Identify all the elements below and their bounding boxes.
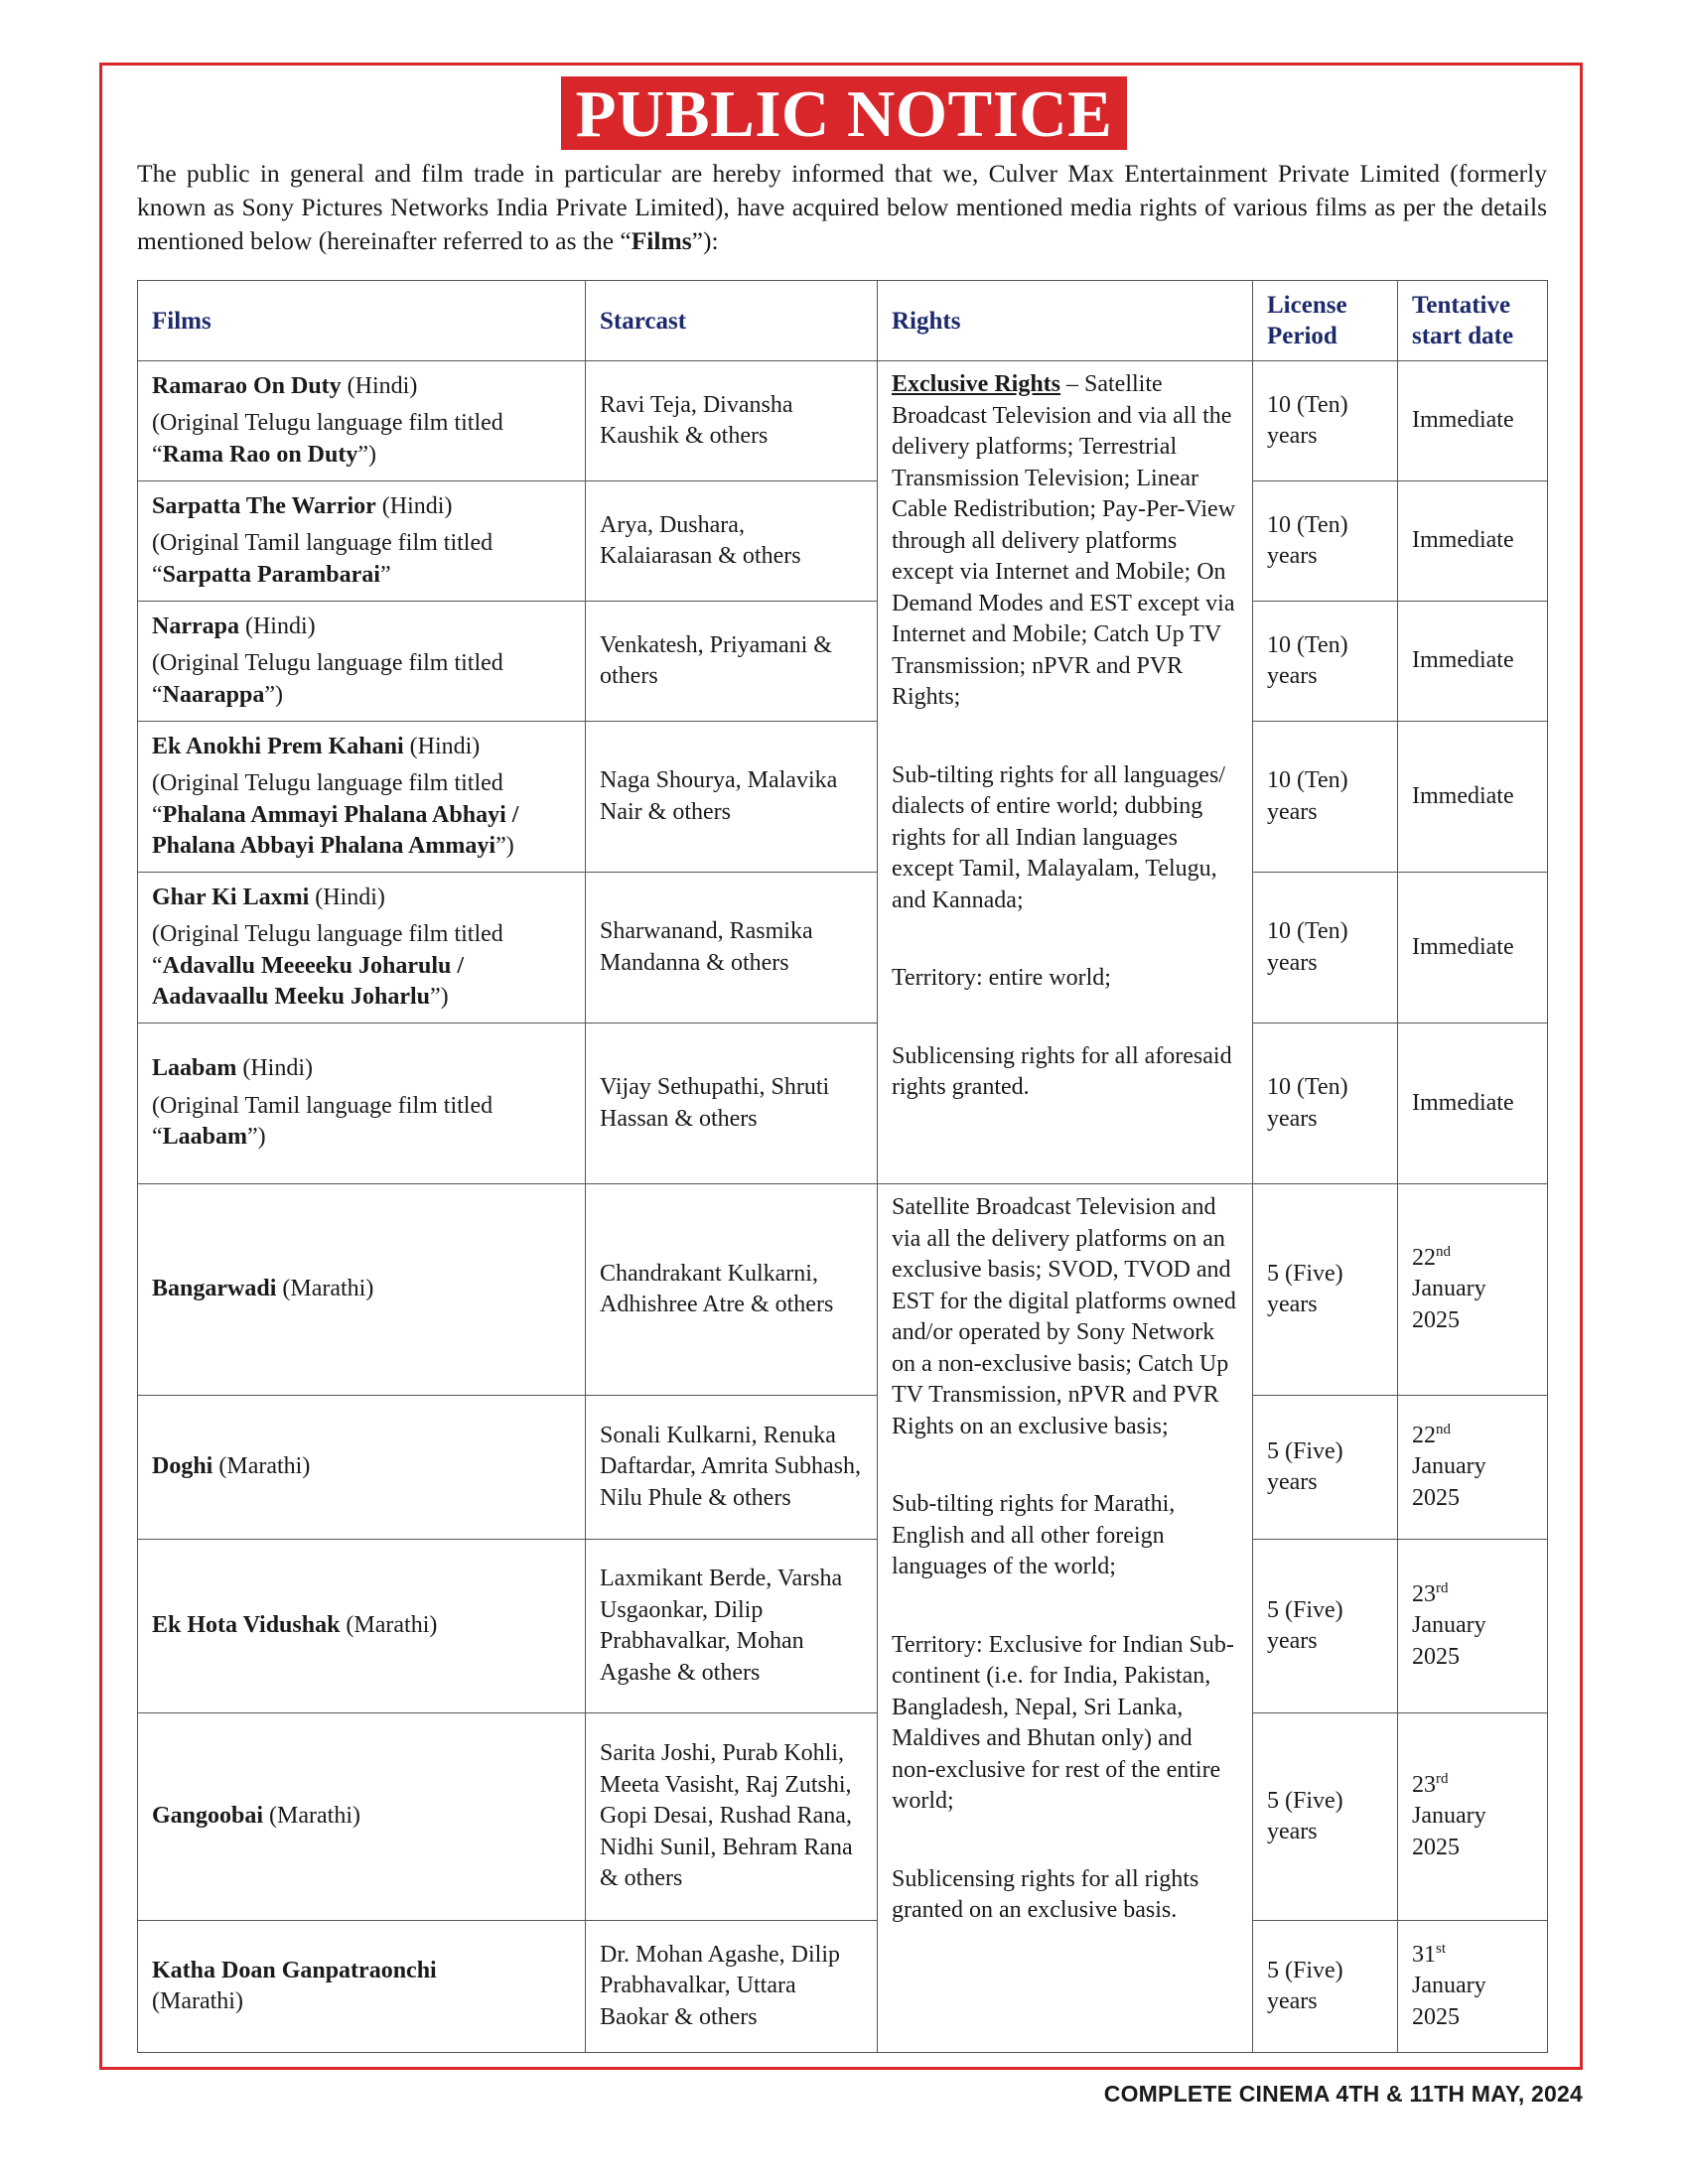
- header-start: Tentative start date: [1398, 281, 1548, 361]
- license-period-cell: 5 (Five) years: [1253, 1540, 1398, 1713]
- original-prefix: (Original Tamil language film titled “: [152, 1092, 493, 1151]
- rights-paragraph: [892, 1041, 1238, 1104]
- rights-paragraph: [892, 963, 1238, 995]
- table-row: [138, 481, 1548, 602]
- start-date-cell: Immediate: [1398, 722, 1548, 873]
- film-language: (Hindi): [375, 492, 453, 519]
- rights-paragraph: [892, 1864, 1238, 1927]
- starcast-cell: Dr. Mohan Agashe, Dilip Prabhavalkar, Uttara Baokar & others: [586, 1921, 878, 2053]
- start-month: January: [1412, 1973, 1486, 1999]
- intro-bold: Films: [631, 226, 692, 255]
- rights-paragraph: [892, 1192, 1238, 1442]
- original-title-note: [152, 1091, 571, 1154]
- original-title: Adavallu Meeeeku Joharulu / Aadavaallu Meeku Joharlu: [152, 952, 465, 1010]
- original-title: Naarappa: [162, 681, 265, 708]
- rights-lead: Exclusive Rights: [892, 371, 1061, 397]
- original-suffix: ”: [379, 561, 391, 588]
- starcast-cell: Venkatesh, Priyamani & others: [586, 602, 878, 722]
- rights-text: Sub-tilting rights for all languages/ dialects of entire world; dubbing rights for all Indian languages except Tamil, Malayalam, Telugu, and Kannada;: [892, 761, 1225, 913]
- start-day-suffix: rd: [1436, 1579, 1449, 1596]
- film-language: (Marathi): [263, 1803, 360, 1830]
- film-name: Doghi: [152, 1453, 213, 1480]
- start-day: 22: [1412, 1244, 1436, 1271]
- starcast-cell: Arya, Dushara, Kalaiarasan & others: [586, 481, 878, 602]
- original-title-note: [152, 648, 571, 711]
- table-row: [138, 722, 1548, 873]
- rights-text: Sub-tilting rights for Marathi, English and all other foreign languages of the world;: [892, 1491, 1176, 1579]
- start-day-suffix: nd: [1436, 1421, 1451, 1437]
- film-language: (Hindi): [238, 613, 316, 639]
- start-year: 2025: [1412, 1484, 1460, 1511]
- notice-title: PUBLIC NOTICE: [561, 76, 1128, 150]
- license-period-cell: 10 (Ten) years: [1253, 481, 1398, 602]
- film-line: [152, 612, 571, 643]
- film-line: [152, 1610, 571, 1642]
- film-name: Laabam: [152, 1055, 237, 1082]
- table-row: [138, 873, 1548, 1024]
- film-line: [152, 1053, 571, 1085]
- header-starcast: Starcast: [586, 281, 878, 361]
- original-suffix: ”): [264, 681, 283, 708]
- start-date-cell: Immediate: [1398, 481, 1548, 602]
- original-prefix: (Original Telugu language film titled “: [152, 650, 503, 708]
- start-date-cell: Immediate: [1398, 361, 1548, 481]
- start-day-suffix: st: [1436, 1940, 1447, 1957]
- original-suffix: ”): [430, 984, 449, 1010]
- table-row: [138, 1540, 1548, 1713]
- rights-text: Sublicensing rights for all rights granted on an exclusive basis.: [892, 1865, 1199, 1923]
- film-language: (Marathi): [276, 1276, 374, 1302]
- start-day-suffix: rd: [1436, 1770, 1449, 1787]
- film-name: Narrapa: [152, 613, 239, 639]
- film-cell: [138, 1713, 586, 1921]
- film-line: [152, 491, 571, 523]
- original-title-note: [152, 408, 571, 471]
- start-date-cell: Immediate: [1398, 602, 1548, 722]
- start-day: 22: [1412, 1422, 1436, 1448]
- license-period-cell: 5 (Five) years: [1253, 1921, 1398, 2053]
- table-row: [138, 361, 1548, 481]
- film-line: [152, 1801, 571, 1833]
- rights-text: Territory: entire world;: [892, 965, 1111, 991]
- starcast-cell: Sharwanand, Rasmika Mandanna & others: [586, 873, 878, 1024]
- original-title: Laabam: [162, 1124, 248, 1151]
- license-period-cell: 10 (Ten) years: [1253, 722, 1398, 873]
- intro-paragraph: [137, 157, 1547, 258]
- film-cell: [138, 361, 586, 481]
- start-date-cell: [1398, 1540, 1548, 1713]
- rights-text: Satellite Broadcast Television and via all the delivery platforms on an exclusive basis; SVOD, TVOD and EST for the digital platforms owned and/or operated by Sony Network on a non-exclusive basis; Catch Up TV Transmission, nPVR and PVR Rights on an exclusive basis;: [892, 1194, 1236, 1439]
- film-line: [152, 1451, 571, 1483]
- start-day-line: [1412, 1421, 1533, 1452]
- original-prefix: (Original Telugu language film titled “: [152, 410, 503, 468]
- start-year: 2025: [1412, 1306, 1460, 1333]
- original-title: Phalana Ammayi Phalana Abhayi / Phalana Abbayi Phalana Ammayi: [152, 801, 519, 859]
- original-title-note: [152, 919, 571, 1014]
- film-line: [152, 732, 571, 763]
- rights-paragraph: [892, 1489, 1238, 1583]
- film-name: Ek Hota Vidushak: [152, 1612, 341, 1639]
- start-date-cell: Immediate: [1398, 873, 1548, 1024]
- header-row: [138, 281, 1548, 361]
- license-period-cell: 10 (Ten) years: [1253, 873, 1398, 1024]
- film-line: [152, 371, 571, 403]
- original-title-note: [152, 528, 571, 591]
- film-language: (Hindi): [309, 884, 385, 910]
- film-cell: [138, 1396, 586, 1540]
- film-cell: [138, 1921, 586, 2053]
- original-suffix: ”): [357, 441, 376, 468]
- license-period-cell: 5 (Five) years: [1253, 1713, 1398, 1921]
- rights-text: Territory: Exclusive for Indian Sub-continent (i.e. for India, Pakistan, Bangladesh, Nepal, Sri Lanka, Maldives and Bhutan only) and non-exclusive for rest of the entire world;: [892, 1631, 1234, 1814]
- title-wrap: [0, 76, 1688, 150]
- table-row: [138, 1184, 1548, 1396]
- start-date-cell: Immediate: [1398, 1024, 1548, 1184]
- film-line: [152, 1274, 571, 1305]
- license-period-cell: 10 (Ten) years: [1253, 602, 1398, 722]
- start-date-cell: [1398, 1396, 1548, 1540]
- original-prefix: (Original Telugu language film titled “: [152, 921, 503, 979]
- start-month: January: [1412, 1612, 1486, 1639]
- table-row: [138, 1024, 1548, 1184]
- table-row: [138, 1396, 1548, 1540]
- film-name: Ek Anokhi Prem Kahani: [152, 733, 404, 759]
- license-period-cell: 5 (Five) years: [1253, 1184, 1398, 1396]
- original-prefix: (Original Tamil language film titled “: [152, 530, 493, 588]
- original-prefix: (Original Telugu language film titled “: [152, 770, 503, 828]
- film-cell: [138, 602, 586, 722]
- film-cell: [138, 481, 586, 602]
- original-title: Sarpatta Parambarai: [162, 561, 380, 588]
- film-cell: [138, 873, 586, 1024]
- starcast-cell: Sonali Kulkarni, Renuka Daftardar, Amrita Subhash, Nilu Phule & others: [586, 1396, 878, 1540]
- rights-text: – Satellite Broadcast Television and via all the delivery platforms; Terrestrial Transmission Television; Linear Cable Redistribution; Pay-Per-View through all delivery platforms except via Internet and Mobile; On Demand Modes and EST except via Internet and Mobile; Catch Up TV Transmission; nPVR and PVR Rights;: [892, 371, 1236, 710]
- film-cell: [138, 1024, 586, 1184]
- original-suffix: ”): [247, 1124, 266, 1151]
- original-title-note: [152, 768, 571, 863]
- header-license: License Period: [1253, 281, 1398, 361]
- start-year: 2025: [1412, 1643, 1460, 1670]
- film-line: [152, 1956, 571, 2018]
- film-line: [152, 883, 571, 914]
- starcast-cell: Naga Shourya, Malavika Nair & others: [586, 722, 878, 873]
- original-suffix: ”): [495, 833, 514, 859]
- start-day: 31: [1412, 1941, 1436, 1968]
- starcast-cell: Vijay Sethupathi, Shruti Hassan & others: [586, 1024, 878, 1184]
- start-year: 2025: [1412, 1834, 1460, 1860]
- starcast-cell: Ravi Teja, Divansha Kaushik & others: [586, 361, 878, 481]
- starcast-cell: Chandrakant Kulkarni, Adhishree Atre & others: [586, 1184, 878, 1396]
- rights-paragraph: [892, 1630, 1238, 1818]
- table-row: [138, 1921, 1548, 2053]
- film-name: Bangarwadi: [152, 1276, 277, 1302]
- license-period-cell: 10 (Ten) years: [1253, 1024, 1398, 1184]
- film-language: (Marathi): [212, 1453, 311, 1480]
- film-name: Gangoobai: [152, 1803, 264, 1830]
- film-language: (Marathi): [340, 1612, 438, 1639]
- rights-text: Sublicensing rights for all aforesaid rights granted.: [892, 1042, 1232, 1100]
- film-cell: [138, 1184, 586, 1396]
- start-date-cell: [1398, 1921, 1548, 2053]
- rights-table: [137, 280, 1548, 2053]
- start-day-line: [1412, 1770, 1533, 1802]
- film-name: Katha Doan Ganpatraonchi: [152, 1957, 437, 1983]
- film-language: (Hindi): [341, 372, 418, 399]
- header-rights: Rights: [878, 281, 1253, 361]
- start-month: January: [1412, 1803, 1486, 1830]
- original-title: Rama Rao on Duty: [162, 441, 358, 468]
- rights-cell: [878, 361, 1253, 1184]
- start-day: 23: [1412, 1580, 1436, 1607]
- starcast-cell: Laxmikant Berde, Varsha Usgaonkar, Dilip Prabhavalkar, Mohan Agashe & others: [586, 1540, 878, 1713]
- film-language: (Hindi): [403, 733, 481, 759]
- intro-text: The public in general and film trade in particular are hereby informed that we, Culver Max Entertainment Private Limited (formerly known as Sony Pictures Networks India Private Limited), have acquired below mentioned media rights of various films as per the details mentioned below (hereinafter referred to as the “: [137, 159, 1547, 255]
- start-month: January: [1412, 1276, 1486, 1302]
- footer-publication: COMPLETE CINEMA 4TH & 11TH MAY, 2024: [1103, 2081, 1583, 2107]
- film-cell: [138, 1540, 586, 1713]
- film-name: Sarpatta The Warrior: [152, 492, 376, 519]
- start-day: 23: [1412, 1771, 1436, 1798]
- table-row: [138, 602, 1548, 722]
- rights-cell: [878, 1184, 1253, 2053]
- film-language: (Marathi): [152, 1988, 243, 2014]
- rights-paragraph: [892, 369, 1238, 714]
- header-films: Films: [138, 281, 586, 361]
- table-row: [138, 1713, 1548, 1921]
- starcast-cell: Sarita Joshi, Purab Kohli, Meeta Vasisht, Raj Zutshi, Gopi Desai, Rushad Rana, Nidhi Sunil, Behram Rana & others: [586, 1713, 878, 1921]
- start-year: 2025: [1412, 2003, 1460, 2030]
- rights-paragraph: [892, 760, 1238, 917]
- film-cell: [138, 722, 586, 873]
- start-date-cell: [1398, 1713, 1548, 1921]
- start-day-line: [1412, 1579, 1533, 1611]
- intro-end: ”):: [691, 226, 719, 255]
- start-day-suffix: nd: [1436, 1243, 1451, 1260]
- film-name: Ramarao On Duty: [152, 372, 342, 399]
- film-language: (Hindi): [236, 1055, 314, 1082]
- start-date-cell: [1398, 1184, 1548, 1396]
- start-month: January: [1412, 1453, 1486, 1480]
- license-period-cell: 5 (Five) years: [1253, 1396, 1398, 1540]
- start-day-line: [1412, 1243, 1533, 1275]
- start-day-line: [1412, 1940, 1533, 1972]
- film-name: Ghar Ki Laxmi: [152, 884, 310, 910]
- license-period-cell: 10 (Ten) years: [1253, 361, 1398, 481]
